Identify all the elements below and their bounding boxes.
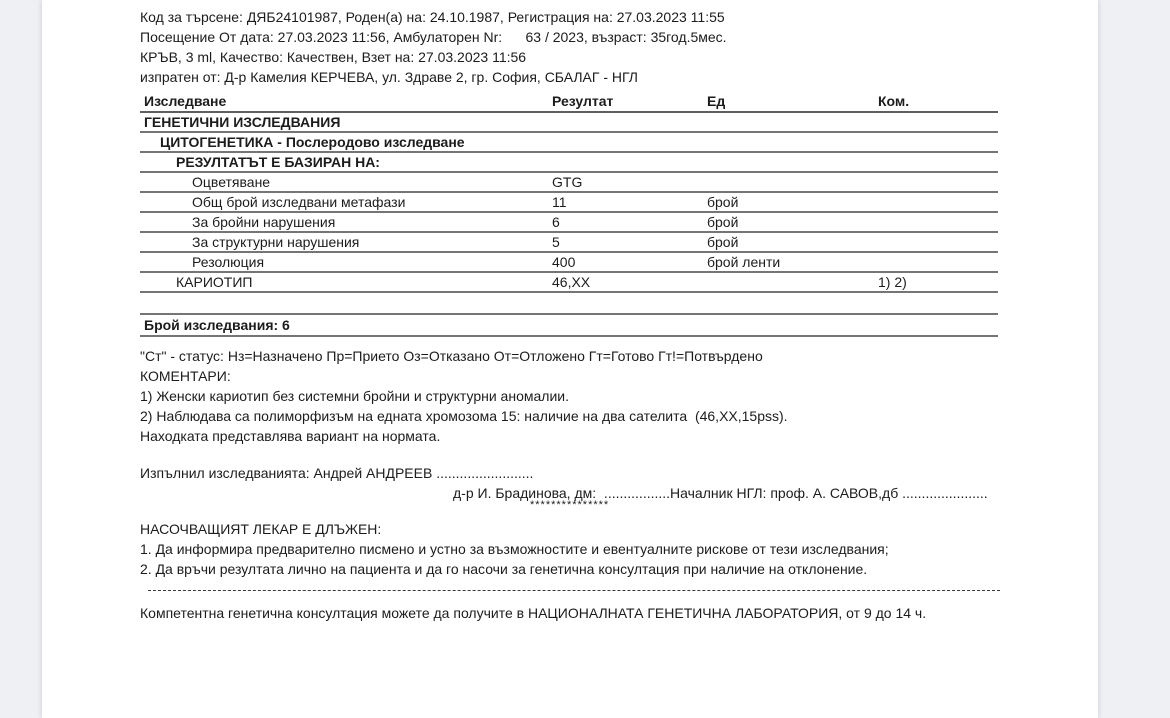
test-comment — [878, 173, 998, 191]
test-name: КАРИОТИП — [176, 274, 253, 290]
test-name: ГЕНЕТИЧНИ ИЗСЛЕДВАНИЯ — [144, 114, 341, 130]
report-header — [140, 7, 998, 87]
obligations-title: НАСОЧВАЩИЯТ ЛЕКАР Е ДЛЪЖЕН: — [140, 521, 382, 537]
test-result — [552, 153, 707, 171]
test-result: 5 — [552, 234, 560, 250]
test-unit: брой — [707, 194, 739, 210]
referring-physician-obligations — [140, 519, 998, 623]
comment-item-2: 2) Наблюдава са полиморфизъм на едната хромозома 15: наличие на два сателита (46,XX,15pss). — [140, 408, 788, 424]
table-row-staining — [140, 173, 998, 193]
obligation-item-2: 2. Да връчи резултата лично на пациента и да го насочи за генетична консултация при наличие на отклонение. — [140, 561, 868, 577]
comment-item-3: Находката представлява вариант на нормата. — [140, 428, 441, 444]
table-row-metaphases — [140, 193, 998, 213]
doctors-signature-line: д-р И. Брадинова, дм: .................Началник НГЛ: проф. А. САВОВ,дб ...................... — [453, 485, 988, 501]
test-name: РЕЗУЛТАТЪТ Е БАЗИРАН НА: — [176, 154, 380, 170]
test-unit — [707, 133, 878, 151]
consultation-note: Компетентна генетична консултация можете да получите в НАЦИОНАЛНАТА ГЕНЕТИЧНА ЛАБОРАТОРИЯ, от 9 до 14 ч. — [140, 605, 927, 621]
test-comment — [878, 133, 998, 151]
test-result: 6 — [552, 214, 560, 230]
test-result — [552, 113, 707, 131]
test-name: Общ брой изследвани метафази — [192, 194, 406, 210]
performed-by-line: Изпълнил изследванията: Андрей АНДРЕЕВ ......................... — [140, 465, 534, 481]
test-comment — [878, 193, 998, 211]
test-name: ЦИТОГЕНЕТИКА - Послеродово изследване — [160, 134, 465, 150]
column-header-result: Резултат — [552, 93, 614, 109]
column-header-comment: Ком. — [878, 93, 910, 109]
test-name: За структурни нарушения — [192, 234, 360, 250]
tests-count-bar: Брой изследвания: 6 — [140, 313, 998, 337]
test-unit: брой — [707, 214, 739, 230]
test-unit: брой — [707, 234, 739, 250]
test-result: GTG — [552, 174, 583, 190]
test-name: Оцветяване — [192, 174, 271, 190]
test-name: Резолюция — [192, 254, 265, 270]
column-header-test: Изследване — [144, 93, 227, 109]
test-comment — [878, 113, 998, 131]
table-row-karyotype — [140, 273, 998, 293]
sample-line: КРЪВ, 3 ml, Качество: Качествен, Взет на: 27.03.2023 11:56 — [140, 49, 527, 65]
test-result: 11 — [552, 194, 567, 210]
column-header-unit: Ед — [707, 93, 726, 109]
visit-line: Посещение От дата: 27.03.2023 11:56, Амбулаторен Nr: 63 / 2023, възраст: 35год.5мес. — [140, 29, 727, 45]
table-row-section-genetic — [140, 113, 998, 133]
test-unit — [707, 113, 878, 131]
test-result — [552, 133, 707, 151]
test-comment — [878, 153, 998, 171]
report-page — [42, 0, 1098, 718]
sender-line: изпратен от: Д-р Камелия КЕРЧЕВА, ул. Здраве 2, гр. София, СБАЛАГ - НГЛ — [140, 69, 638, 85]
table-row-section-cytogenetics — [140, 133, 998, 153]
table-row-numerical-aberrations — [140, 213, 998, 233]
test-unit — [707, 153, 878, 171]
signatures-block — [140, 463, 998, 513]
test-comment: 1) 2) — [878, 274, 907, 290]
comments-block — [140, 366, 998, 446]
test-unit: брой ленти — [707, 254, 781, 270]
test-comment — [878, 233, 998, 251]
test-result: 400 — [552, 254, 576, 270]
comments-title: КОМЕНТАРИ: — [140, 368, 231, 384]
test-unit — [707, 273, 878, 291]
obligation-item-1: 1. Да информира предварително писмено и устно за възможностите и евентуалните рискове от тези изследвания; — [140, 541, 889, 557]
comment-item-1: 1) Женски кариотип без системни бройни и структурни аномалии. — [140, 388, 569, 404]
dashed-separator-line — [148, 590, 1000, 591]
table-row-resolution — [140, 253, 998, 273]
asterisks-separator: *************** — [530, 499, 610, 511]
table-row-structural-aberrations — [140, 233, 998, 253]
test-comment — [878, 213, 998, 231]
table-header-row — [140, 89, 998, 113]
status-legend: "Ст" - статус: Нз=Назначено Пр=Прието Оз=Отказано От=Отложено Гт=Готово Гт!=Потвърдено — [140, 348, 763, 364]
test-result: 46,XX — [552, 274, 591, 290]
search-code-line: Код за търсене: ДЯБ24101987, Роден(а) на: 24.10.1987, Регистрация на: 27.03.2023 11:55 — [140, 9, 725, 25]
test-unit — [707, 173, 878, 191]
test-comment — [878, 253, 998, 271]
results-table — [140, 89, 998, 293]
test-name: За бройни нарушения — [192, 214, 336, 230]
table-row-section-result-based-on — [140, 153, 998, 173]
